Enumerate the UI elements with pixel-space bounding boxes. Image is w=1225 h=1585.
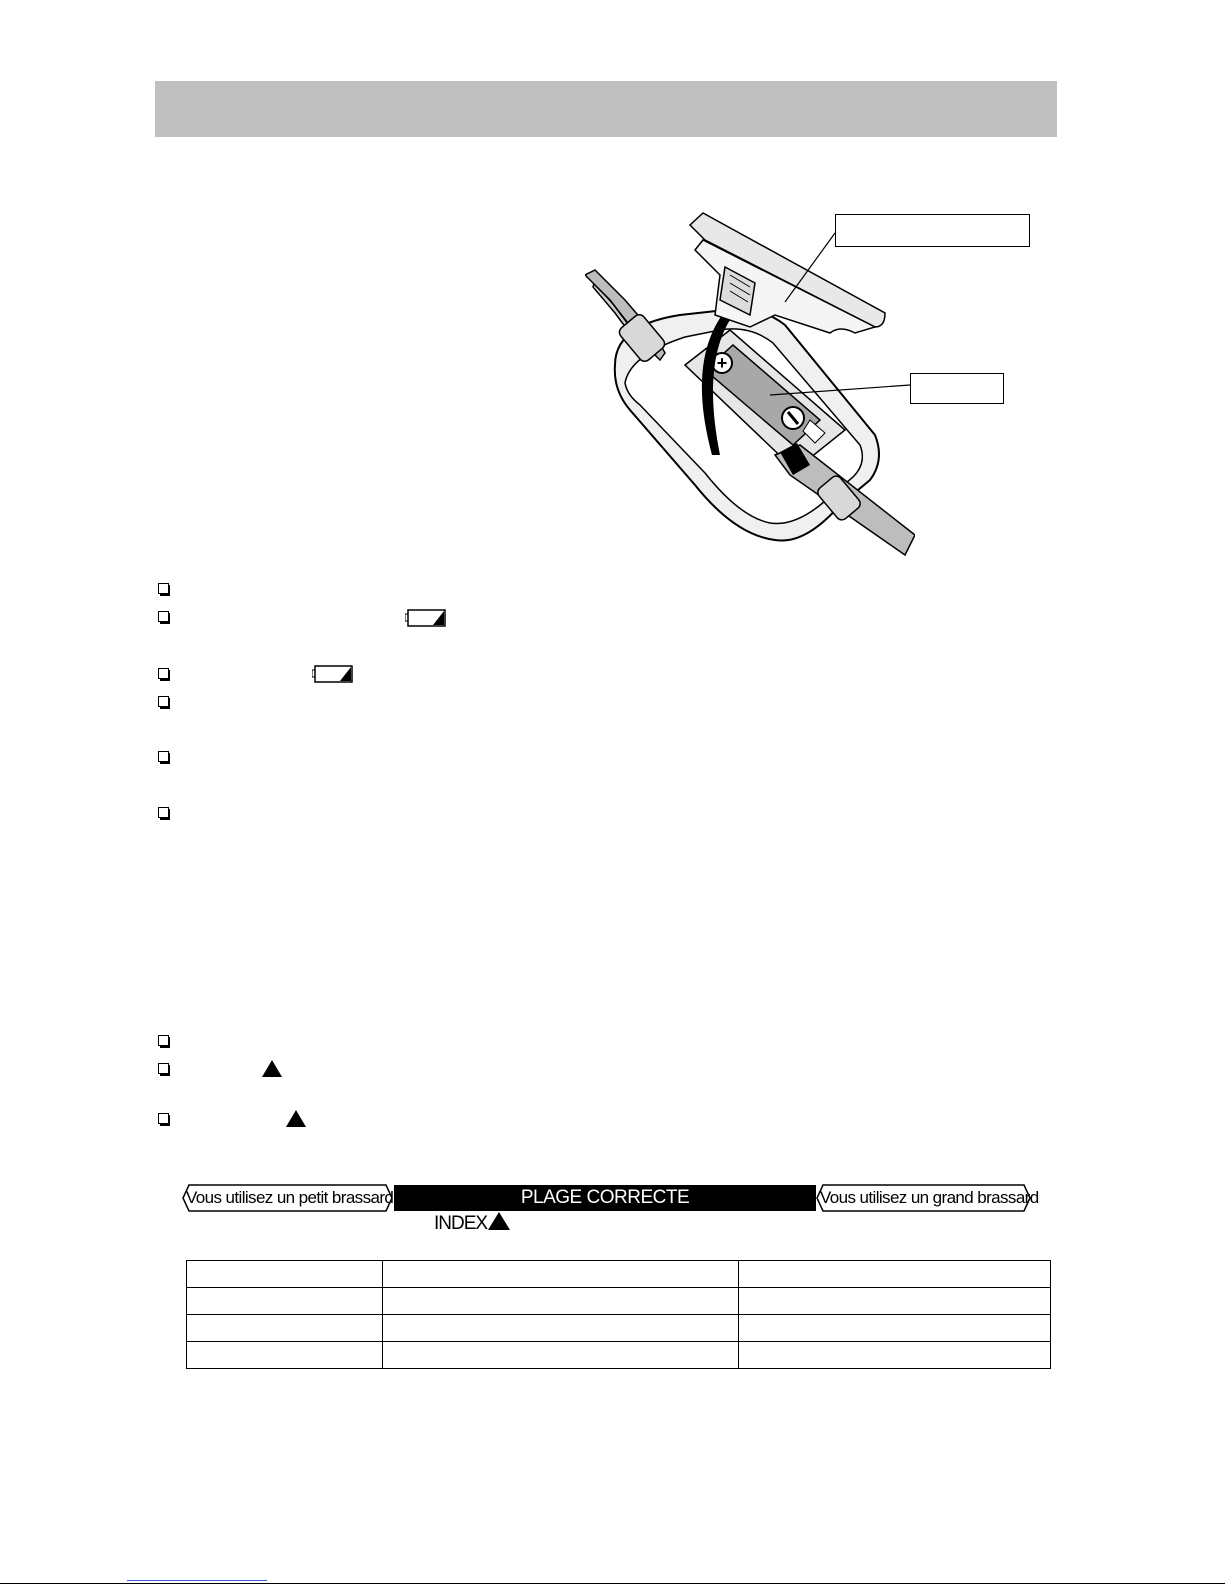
bullet-checkbox-icon <box>158 583 171 596</box>
correct-range-label: PLAGE CORRECTE <box>394 1185 816 1211</box>
plus-terminal-sign: + <box>716 353 728 373</box>
low-battery-icon <box>312 664 354 684</box>
bullet-checkbox-icon <box>158 751 171 764</box>
battery-compartment-illustration <box>585 205 915 560</box>
table-cell <box>739 1342 1051 1369</box>
bullet-checkbox-icon <box>158 611 171 624</box>
large-cuff-label: Vous utilisez un grand brassard <box>820 1188 1039 1207</box>
table-cell <box>187 1261 383 1288</box>
table-cell <box>382 1288 739 1315</box>
bullet-checkbox-icon <box>158 696 171 709</box>
cuff-range-indicator <box>182 1183 1039 1213</box>
table-cell <box>382 1315 739 1342</box>
index-triangle-icon <box>488 1212 510 1230</box>
battery-cover-callout <box>835 214 1030 247</box>
table-cell <box>739 1288 1051 1315</box>
bullet-checkbox-icon <box>158 807 171 820</box>
table-cell <box>382 1261 739 1288</box>
table-row <box>187 1315 1051 1342</box>
table-row <box>187 1288 1051 1315</box>
footer-rule <box>0 1583 1225 1584</box>
bullet-checkbox-icon <box>158 668 171 681</box>
small-cuff-label: Vous utilisez un petit brassard <box>186 1188 394 1207</box>
cuff-size-table <box>186 1260 1051 1369</box>
table-cell <box>739 1315 1051 1342</box>
battery-callout <box>910 373 1004 404</box>
bullet-checkbox-icon <box>158 1035 171 1048</box>
bullet-checkbox-icon <box>158 1113 171 1126</box>
table-cell <box>739 1261 1051 1288</box>
footer-link-underline[interactable] <box>127 1580 267 1581</box>
index-marker <box>434 1212 510 1236</box>
table-cell <box>187 1315 383 1342</box>
index-triangle-icon <box>262 1060 282 1077</box>
table-cell <box>187 1342 383 1369</box>
index-label: INDEX <box>434 1213 488 1234</box>
table-cell <box>382 1342 739 1369</box>
table-row <box>187 1342 1051 1369</box>
bullet-checkbox-icon <box>158 1063 171 1076</box>
index-triangle-icon <box>286 1110 306 1127</box>
section-header-bar <box>155 81 1057 137</box>
low-battery-icon <box>405 608 447 628</box>
table-row <box>187 1261 1051 1288</box>
table-cell <box>187 1288 383 1315</box>
